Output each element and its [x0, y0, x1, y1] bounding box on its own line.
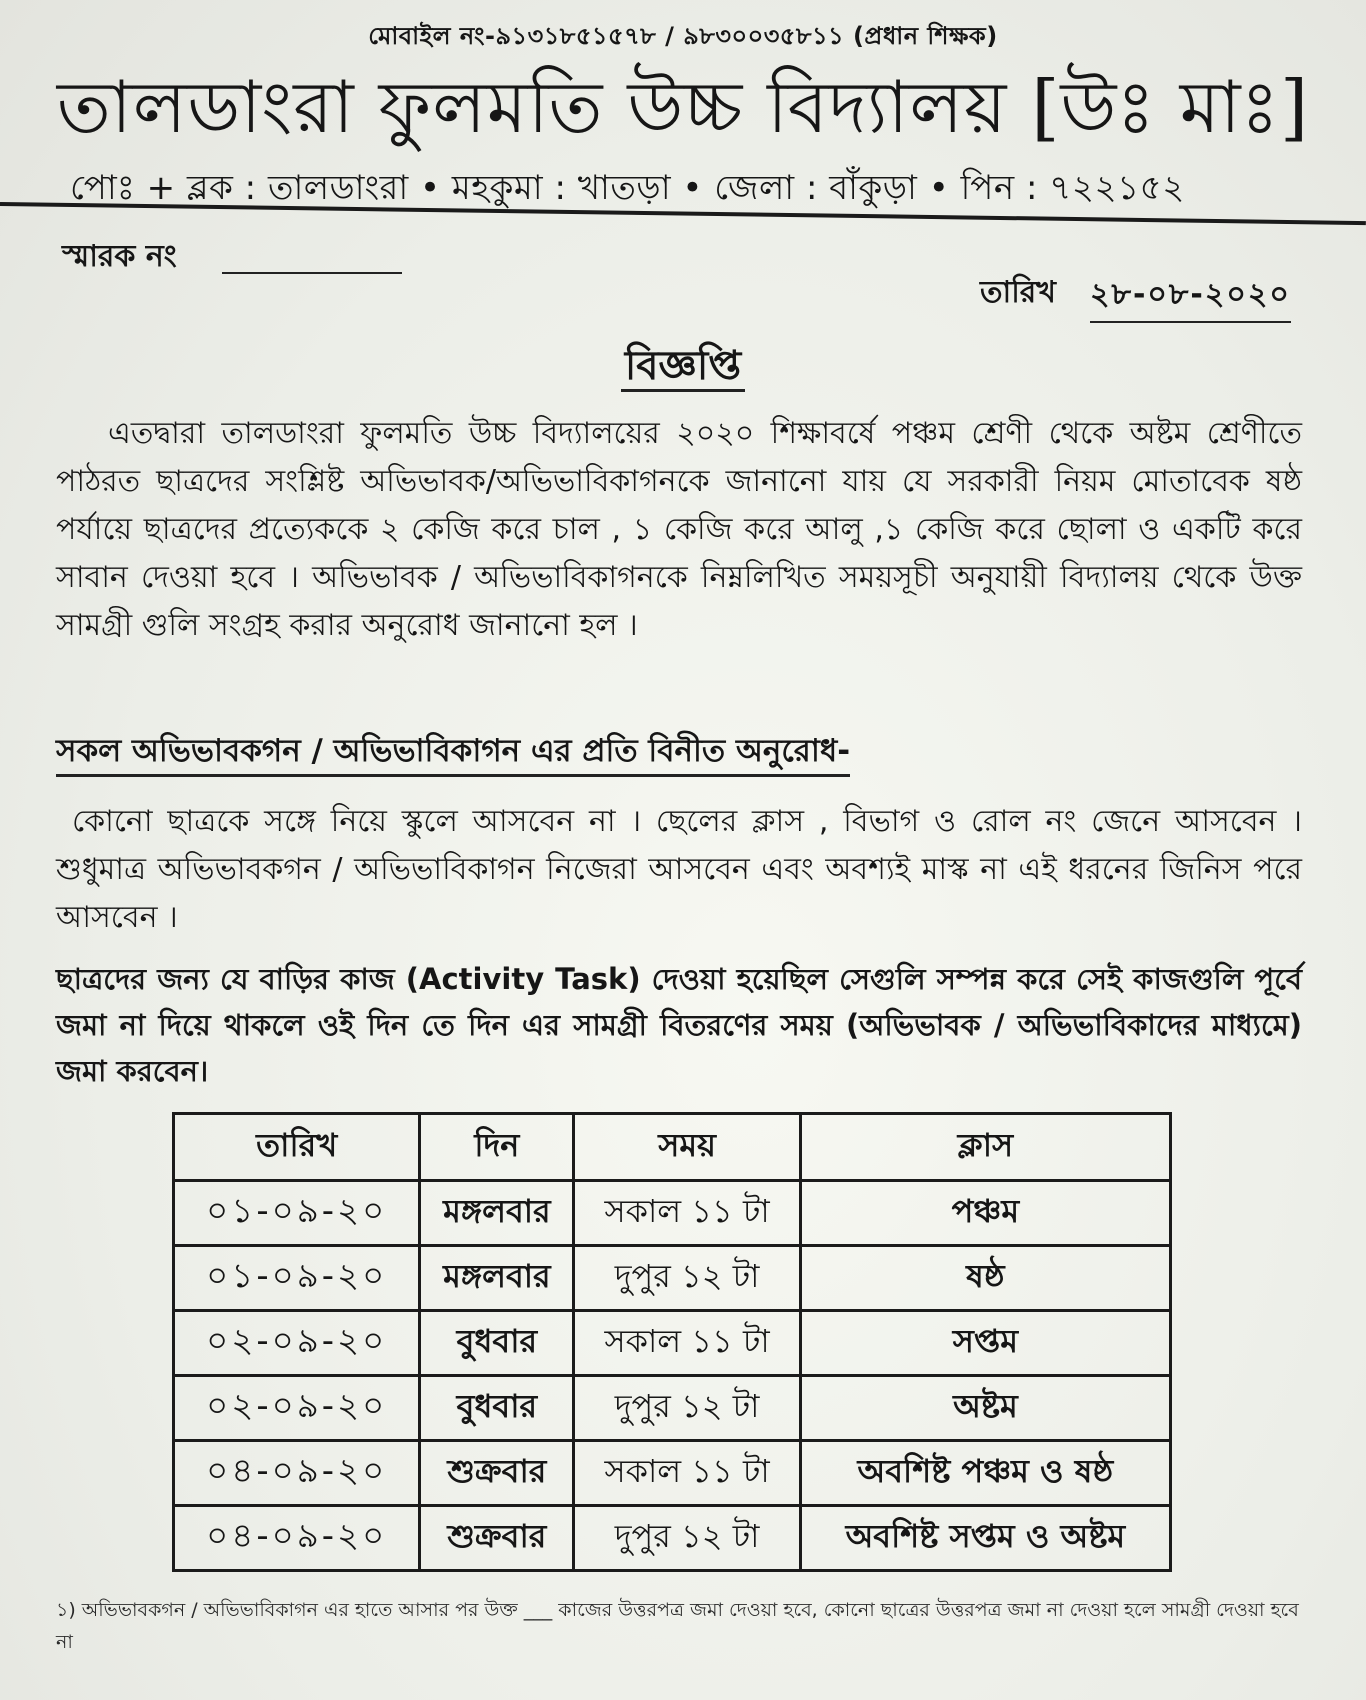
- cell-class: ষষ্ঠ: [800, 1246, 1170, 1311]
- header-time: সময়: [574, 1114, 800, 1181]
- memo-label: স্মারক নং: [62, 239, 177, 274]
- cell-class: সপ্তম: [800, 1311, 1170, 1376]
- phone-line: মোবাইল নং-৯১৩১৮৫১৫৭৮ / ৯৮৩০০৩৫৮১১ (প্রধান শিক্ষক): [368, 22, 998, 50]
- cell-day: বুধবার: [420, 1311, 574, 1376]
- cell-day: শুক্রবার: [420, 1441, 574, 1506]
- cell-class: পঞ্চম: [800, 1181, 1170, 1246]
- cell-time: দুপুর ১২ টা: [574, 1506, 800, 1571]
- cell-day: মঙ্গলবার: [420, 1181, 574, 1246]
- date-label: তারিখ: [980, 275, 1056, 310]
- cell-time: দুপুর ১২ টা: [574, 1246, 800, 1311]
- cell-date: ০৪-০৯-২০: [174, 1506, 420, 1571]
- paragraph-3: ছাত্রদের জন্য যে বাড়ির কাজ (Activity Task) দেওয়া হয়েছিল সেগুলি সম্পন্ন করে সেই কাজগুলি পূর্বে জমা না দিয়ে থাকলে ওই দিন তে দিন এর সামগ্রী বিতরণের সময় (অভিভাবক / অভিভাবিকাদের মাধ্যমে) জমা করবেন।: [56, 962, 1302, 1088]
- table-row: [174, 1441, 1171, 1506]
- table-header-row: [174, 1114, 1171, 1181]
- cell-day: মঙ্গলবার: [420, 1246, 574, 1311]
- school-address: পোঃ + ব্লক : তালডাংরা • মহকুমা : খাতড়া • জেলা : বাঁকুড়া • পিন : ৭২২১৫২: [70, 168, 1185, 208]
- table-row: [174, 1311, 1171, 1376]
- table-row: [174, 1246, 1171, 1311]
- header-date: তারিখ: [174, 1114, 420, 1181]
- notice-title: [0, 334, 1366, 401]
- cell-date: ০৪-০৯-২০: [174, 1441, 420, 1506]
- date-value: ২৮-০৮-২০২০: [1090, 270, 1291, 323]
- table-row: [174, 1376, 1171, 1441]
- header-day: দিন: [420, 1114, 574, 1181]
- distribution-schedule-table: [172, 1112, 1172, 1572]
- cell-time: দুপুর ১২ টা: [574, 1376, 800, 1441]
- table-row: [174, 1181, 1171, 1246]
- cell-time: সকাল ১১ টা: [574, 1181, 800, 1246]
- cell-time: সকাল ১১ টা: [574, 1311, 800, 1376]
- cell-date: ০২-০৯-২০: [174, 1311, 420, 1376]
- notice-title-text: বিজ্ঞপ্তি: [621, 343, 745, 392]
- footnote: ১) অভিভাবকগন / অভিভাবিকাগন এর হাতে আসার পর উক্ত ___ কাজের উত্তরপত্র জমা দেওয়া হবে, কোনো ছাত্রের উত্তরপত্র জমা না দেওয়া হলে সামগ্রী দেওয়া হবে না: [56, 1599, 1299, 1653]
- table-row: [174, 1506, 1171, 1571]
- cell-date: ০১-০৯-২০: [174, 1181, 420, 1246]
- header-class: ক্লাস: [800, 1114, 1170, 1181]
- cell-class: অবশিষ্ট সপ্তম ও অষ্টম: [800, 1506, 1170, 1571]
- cell-day: বুধবার: [420, 1376, 574, 1441]
- paragraph-1: এতদ্বারা তালডাংরা ফুলমতি উচ্চ বিদ্যালয়ের ২০২০ শিক্ষাবর্ষে পঞ্চম শ্রেণী থেকে অষ্টম শ্রেণীতে পাঠরত ছাত্রদের সংশ্লিষ্ট অভিভাবক/অভিভাবিকাগনকে জানানো যায় যে সরকারী নিয়ম মোতাবেক ষষ্ঠ পর্যায়ে ছাত্রদের প্রত্যেককে ২ কেজি করে চাল , ১ কেজি করে আলু ,১ কেজি করে ছোলা ও একটি করে সাবান দেওয়া হবে । অভিভাবক / অভিভাবিকাগনকে নিম্নলিখিত সময়সূচী অনুযায়ী বিদ্যালয় থেকে উক্ত সামগ্রী গুলি সংগ্রহ করার অনুরোধ জানানো হল ।: [56, 416, 1302, 643]
- school-name: তালডাংরা ফুলমতি উচ্চ বিদ্যালয় [উঃ মাঃ]: [56, 65, 1310, 149]
- cell-date: ০১-০৯-২০: [174, 1246, 420, 1311]
- cell-time: সকাল ১১ টা: [574, 1441, 800, 1506]
- paragraph-2: কোনো ছাত্রকে সঙ্গে নিয়ে স্কুলে আসবেন না । ছেলের ক্লাস , বিভাগ ও রোল নং জেনে আসবেন । শুধুমাত্র অভিভাবকগন / অভিভাবিকাগন নিজেরা আসবেন এবং অবশ্যই মাস্ক না এই ধরনের জিনিস পরে আসবেন ।: [56, 804, 1302, 935]
- cell-date: ০২-০৯-২০: [174, 1376, 420, 1441]
- request-heading: সকল অভিভাবকগন / অভিভাবিকাগন এর প্রতি বিনীত অনুরোধ-: [56, 728, 850, 777]
- memo-blank-line: [222, 272, 402, 274]
- cell-class: অষ্টম: [800, 1376, 1170, 1441]
- cell-day: শুক্রবার: [420, 1506, 574, 1571]
- cell-class: অবশিষ্ট পঞ্চম ও ষষ্ঠ: [800, 1441, 1170, 1506]
